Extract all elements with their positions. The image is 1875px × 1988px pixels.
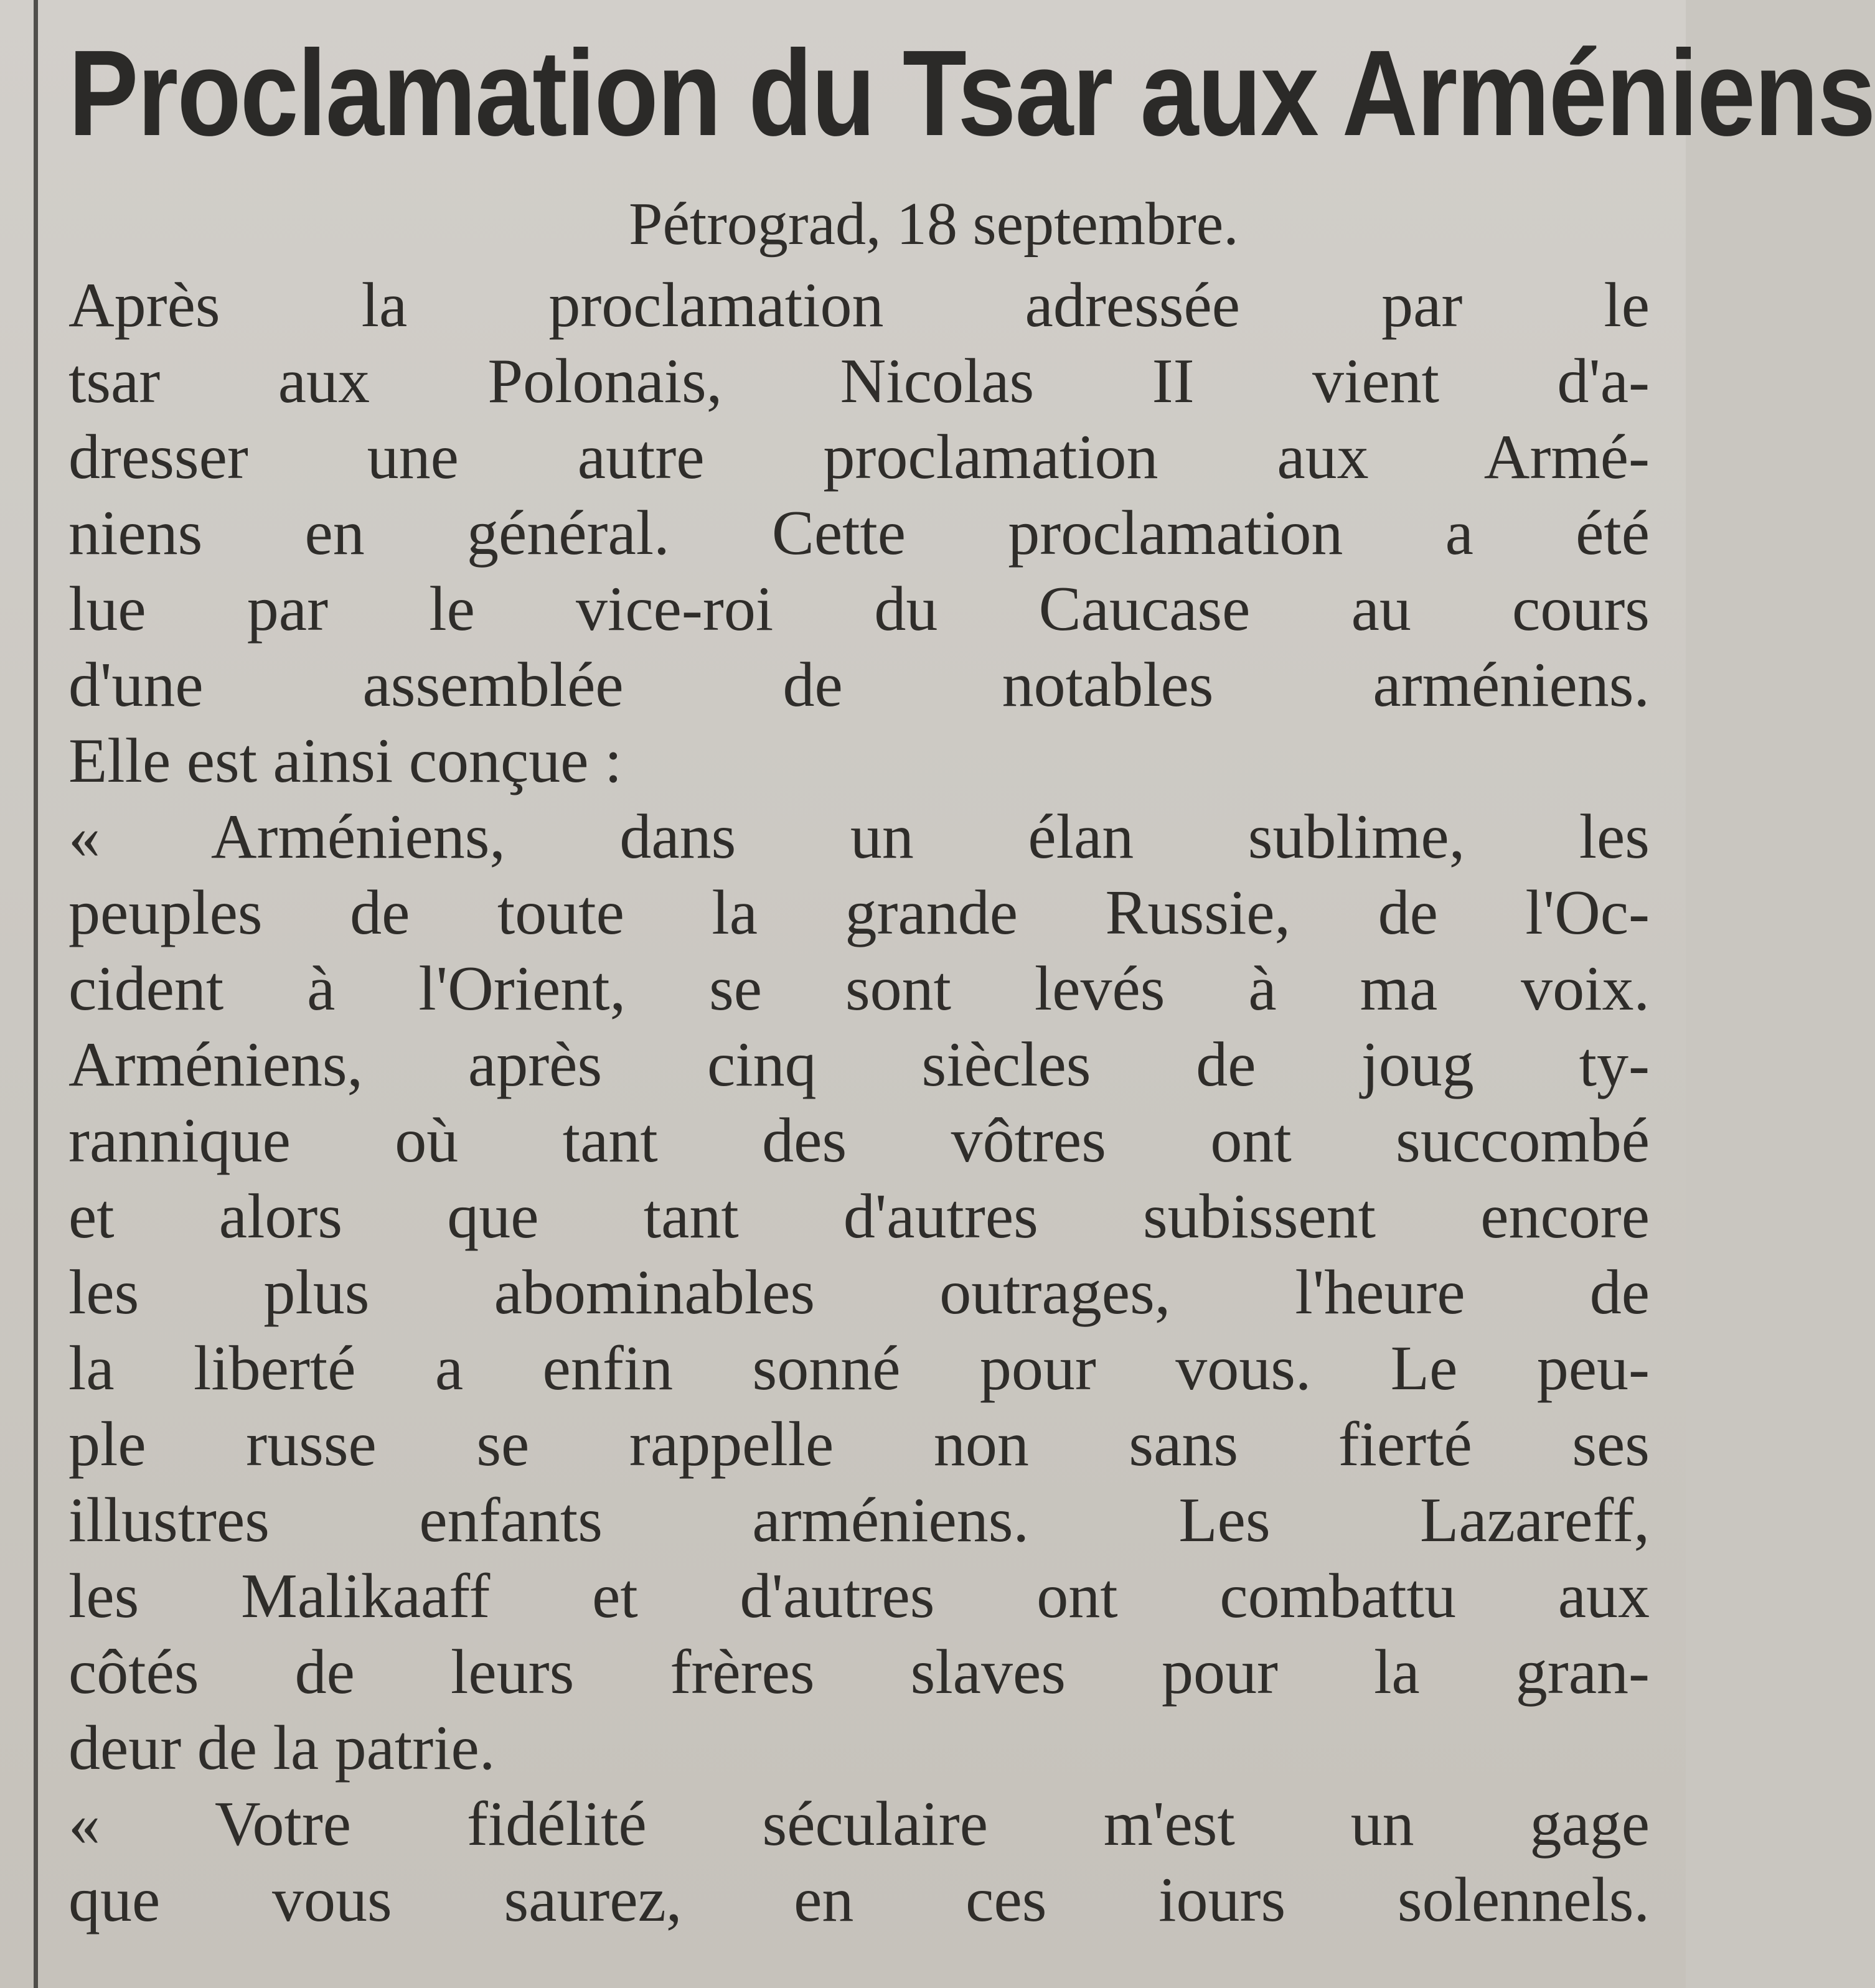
text-line: Elle est ainsi conçue : [68,726,623,796]
text-line: deur de la patrie. [68,1713,496,1783]
text-line: et alors que tant d'autres subissent encore [68,1181,1650,1252]
text-line: d'une assemblée de notables arméniens. [68,650,1650,720]
text-line: dresser une autre proclamation aux Armé- [68,422,1650,492]
article-body [68,268,1650,1938]
text-line: lue par le vice-roi du Caucase au cours [68,574,1650,644]
text-line: « Votre fidélité séculaire m'est un gage [68,1789,1650,1859]
text-line: que vous saurez, en ces iours solennels. [68,1865,1650,1935]
text-line: la liberté a enfin sonné pour vous. Le peu- [68,1333,1650,1404]
text-line: illustres enfants arméniens. Les Lazareff, [68,1485,1650,1555]
text-line: Après la proclamation adressée par le [68,270,1650,340]
text-line: Arméniens, après cinq siècles de joug ty- [68,1029,1650,1100]
text-line: niens en général. Cette proclamation a été [68,498,1650,568]
text-line: « Arméniens, dans un élan sublime, les [68,802,1650,872]
column-rule [34,0,38,1988]
text-line: peuples de toute la grande Russie, de l'Oc- [68,878,1650,948]
dateline: Pétrograd, 18 septembre. [629,190,1239,258]
text-line: cident à l'Orient, se sont levés à ma voix. [68,954,1650,1024]
text-line: tsar aux Polonais, Nicolas II vient d'a- [68,346,1650,416]
text-line: les Malikaaff et d'autres ont combattu aux [68,1561,1650,1631]
text-line: les plus abominables outrages, l'heure de [68,1257,1650,1328]
text-line: ple russe se rappelle non sans fierté ses [68,1409,1650,1479]
headline: Proclamation du Tsar aux Arméniens [68,25,1875,161]
text-line: rannique où tant des vôtres ont succombé [68,1105,1650,1176]
text-line: côtés de leurs frères slaves pour la gran- [68,1637,1650,1707]
